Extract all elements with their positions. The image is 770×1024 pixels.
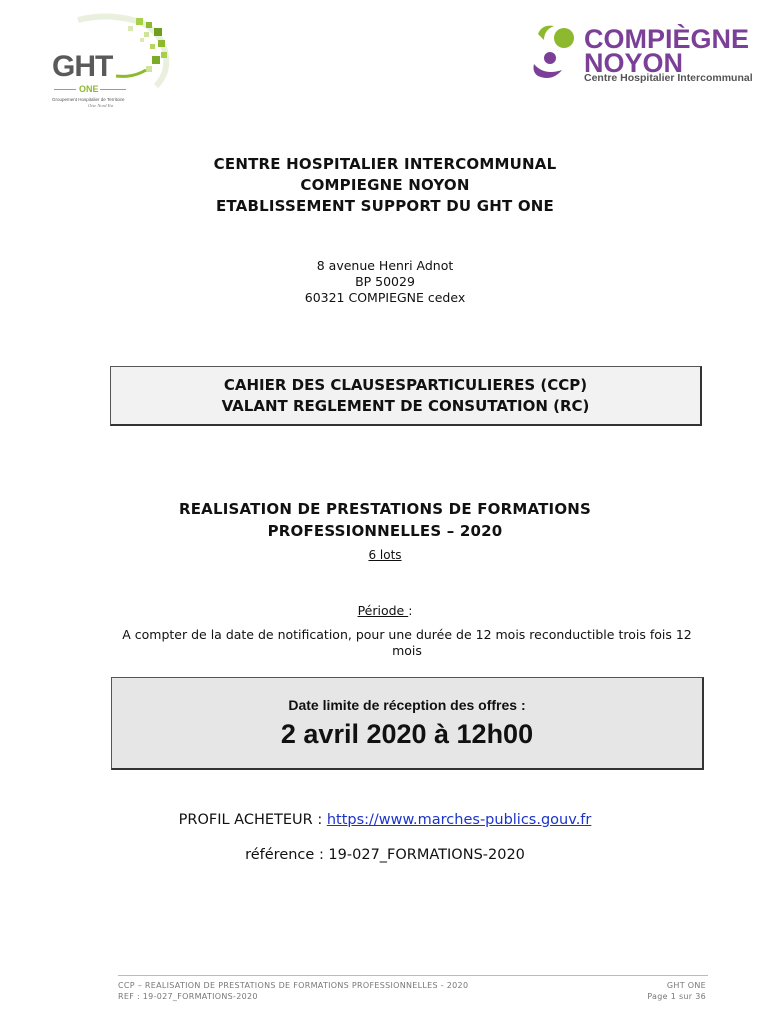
subject-title xyxy=(0,498,770,542)
cn-logo-graphic xyxy=(528,20,584,90)
period-text: A compter de la date de notification, pour une durée de 12 mois reconductible trois fois 12 mois xyxy=(122,627,692,658)
buyer-profile xyxy=(0,812,770,828)
reference: référence : 19-027_FORMATIONS-2020 xyxy=(245,847,525,863)
footer-ref: REF : 19-027_FORMATIONS-2020 xyxy=(118,992,258,1001)
cn-logo-line2: NOYON xyxy=(584,48,684,78)
buyer-profile-label: PROFIL ACHETEUR : xyxy=(178,812,327,828)
footer-page-number: Page 1 sur 36 xyxy=(647,992,706,1001)
period-heading xyxy=(0,603,770,618)
address-bp: BP 50029 xyxy=(355,274,415,289)
deadline-label: Date limite de réception des offres : xyxy=(288,697,526,713)
ccp-title-box xyxy=(110,366,702,426)
deadline-value: 2 avril 2020 à 12h00 xyxy=(280,719,534,749)
footer-org: GHT ONE xyxy=(666,981,706,990)
ght-logo-rule-right xyxy=(100,89,126,90)
ght-one-logo xyxy=(28,12,188,112)
header-line-1: CENTRE HOSPITALIER INTERCOMMUNAL xyxy=(213,155,557,173)
header-line-3: ETABLISSEMENT SUPPORT DU GHT ONE xyxy=(215,197,555,215)
period-label: Période xyxy=(357,603,409,618)
ght-logo-one: ONE xyxy=(79,84,99,94)
subject-line-1: REALISATION DE PRESTATIONS DE FORMATIONS xyxy=(178,500,592,518)
address-block xyxy=(0,258,770,306)
institution-header xyxy=(0,154,770,217)
subject-line-2: PROFESSIONNELLES – 2020 xyxy=(267,522,503,540)
cn-logo-subtitle: Centre Hospitalier Intercommunal xyxy=(584,72,753,84)
compiegne-noyon-logo xyxy=(528,20,760,90)
ght-logo-rule-left xyxy=(54,89,76,90)
period-colon: : xyxy=(408,603,413,618)
ght-logo-region: Oise Nord Est xyxy=(88,103,114,108)
ccp-title-line-2: VALANT REGLEMENT DE CONSUTATION (RC) xyxy=(221,397,590,415)
ght-logo-subtitle: Groupement Hospitalier de Territoire xyxy=(52,97,125,102)
footer-divider xyxy=(118,975,708,976)
lots-count xyxy=(0,548,770,562)
cn-logo-line1: COMPIÈGNE xyxy=(584,24,750,54)
deadline-box xyxy=(111,677,704,770)
lots-label: 6 lots xyxy=(368,548,402,562)
footer-right xyxy=(647,980,706,1002)
footer-doc-title: CCP – REALISATION DE PRESTATIONS DE FORMATIONS PROFESSIONNELLES - 2020 xyxy=(118,981,469,990)
address-street: 8 avenue Henri Adnot xyxy=(316,258,454,273)
address-city: 60321 COMPIEGNE cedex xyxy=(304,290,466,305)
header-line-2: COMPIEGNE NOYON xyxy=(300,176,470,194)
footer-left xyxy=(118,980,468,1002)
ccp-title-line-1: CAHIER DES CLAUSESPARTICULIERES (CCP) xyxy=(223,376,588,394)
buyer-profile-link[interactable]: https://www.marches-publics.gouv.fr xyxy=(326,812,592,828)
ght-logo-text: GHT xyxy=(52,50,113,83)
